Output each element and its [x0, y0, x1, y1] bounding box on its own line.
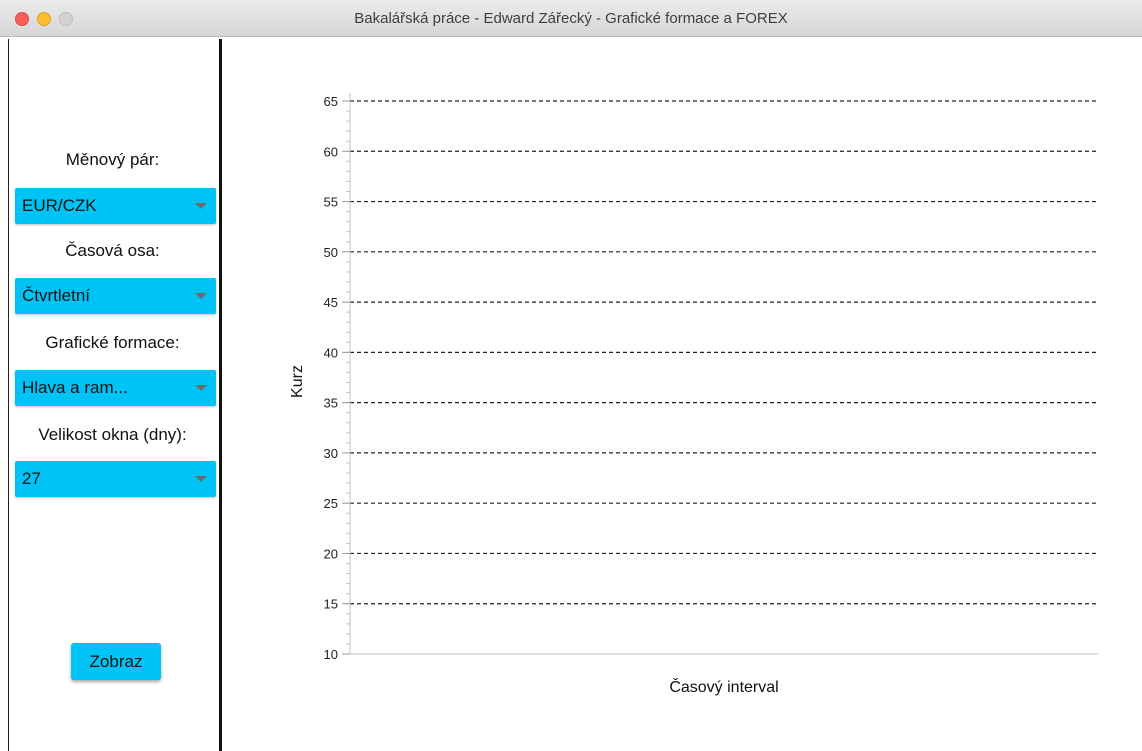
- currency-pair-label: Měnový pár:: [65, 150, 160, 169]
- y-tick-label: 65: [323, 94, 338, 109]
- show-button[interactable]: Zobraz: [71, 643, 161, 680]
- timeframe-label: Časová osa:: [65, 241, 160, 260]
- y-tick-label: 15: [323, 596, 338, 612]
- window-size-value: 27: [22, 469, 41, 488]
- y-tick-label: 50: [323, 244, 338, 260]
- line-chart: [225, 39, 1142, 751]
- y-tick-label: 45: [323, 295, 338, 311]
- chart-pattern-value: Hlava a ram...: [22, 378, 128, 397]
- y-tick-label: 20: [323, 546, 338, 562]
- window-title: Bakalářská práce - Edward Zářecký - Grafické formace a FOREX: [354, 10, 788, 27]
- chevron-down-icon: [195, 203, 207, 209]
- y-tick-label: 10: [323, 647, 338, 662]
- title-bar: [0, 0, 1142, 37]
- window-size-dropdown[interactable]: [15, 461, 216, 497]
- y-tick-label: 40: [323, 345, 338, 361]
- y-axis-title: Kurz: [289, 365, 306, 398]
- control-panel: [8, 39, 222, 751]
- chevron-down-icon: [195, 385, 207, 391]
- y-tick-label: 25: [323, 496, 338, 512]
- y-tick-label: 30: [323, 445, 338, 461]
- y-tick-label: 60: [323, 144, 338, 160]
- chevron-down-icon: [195, 293, 207, 299]
- chart-pattern-label: Grafické formace:: [45, 333, 180, 352]
- timeframe-dropdown[interactable]: [15, 278, 216, 314]
- currency-pair-dropdown[interactable]: [15, 188, 216, 224]
- chart-area: [225, 39, 1142, 751]
- chevron-down-icon: [195, 476, 207, 482]
- y-tick-label: 55: [323, 194, 338, 210]
- timeframe-value: Čtvrtletní: [22, 286, 91, 305]
- y-tick-label: 35: [323, 395, 338, 411]
- x-axis-title: Časový interval: [669, 679, 779, 696]
- window-size-label: Velikost okna (dny):: [38, 425, 187, 444]
- currency-pair-value: EUR/CZK: [22, 196, 97, 215]
- chart-pattern-dropdown[interactable]: [15, 370, 216, 406]
